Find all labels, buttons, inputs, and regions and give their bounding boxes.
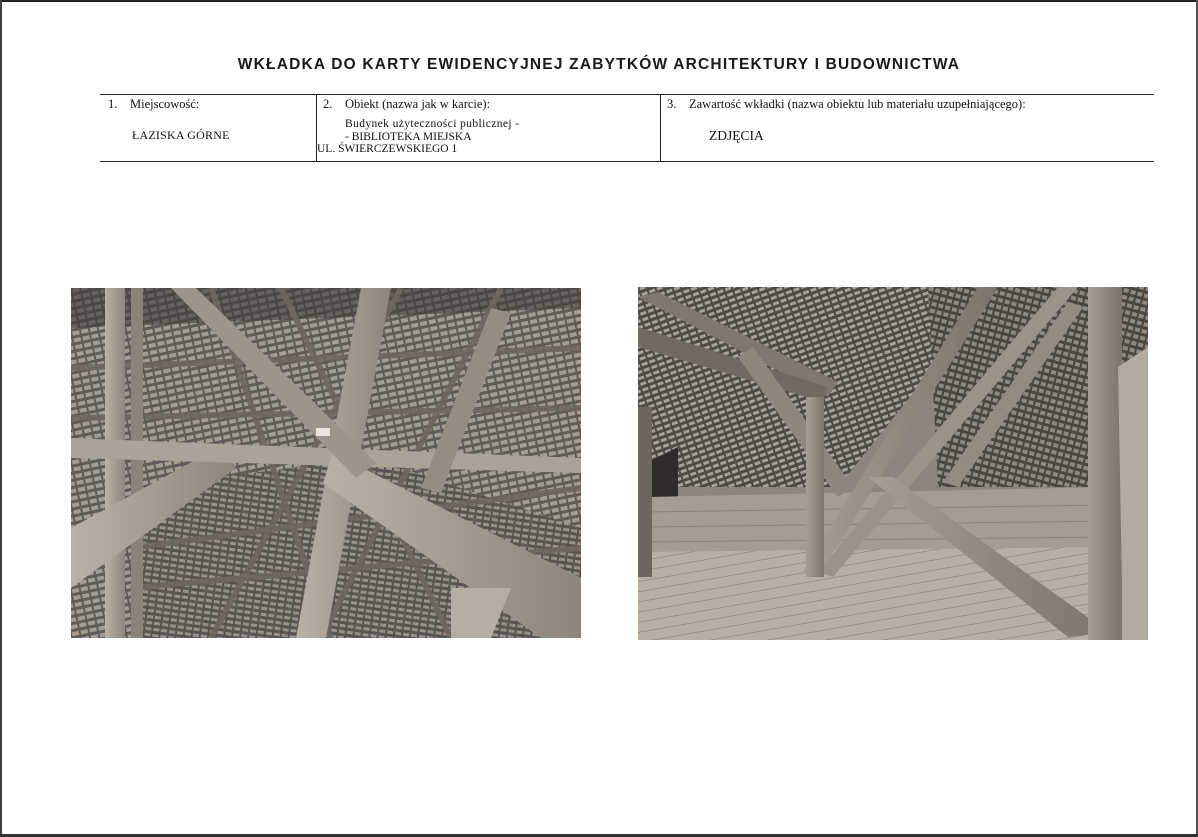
field-label: Obiekt (nazwa jak w karcie): <box>345 97 491 111</box>
header-table <box>100 94 1154 162</box>
photo-roof-truss <box>71 288 581 638</box>
field-number: 1. <box>108 97 118 111</box>
field-object-header <box>323 97 490 112</box>
field-contents <box>660 95 1155 161</box>
field-label: Zawartość wkładki (nazwa obiektu lub materiału uzupełniającego): <box>689 97 1026 111</box>
field-label: Miejscowość: <box>130 97 200 111</box>
object-line-1: Budynek użyteczności publicznej - <box>345 118 520 130</box>
field-locality-header <box>108 97 199 112</box>
field-contents-header <box>667 97 1026 112</box>
field-locality <box>100 95 316 161</box>
field-object <box>316 95 661 161</box>
photo-attic-interior-image <box>638 287 1148 640</box>
photo-attic-interior <box>638 287 1148 640</box>
field-locality-value: ŁAZISKA GÓRNE <box>132 128 230 142</box>
field-number: 3. <box>667 97 677 111</box>
photo-roof-truss-image <box>71 288 581 638</box>
scan-edge-top <box>0 0 1198 2</box>
document-title: WKŁADKA DO KARTY EWIDENCYJNEJ ZABYTKÓW ARCHITEKTURY I BUDOWNICTWA <box>237 56 961 73</box>
object-line-2: - BIBLIOTEKA MIEJSKA <box>345 130 472 143</box>
scan-edge-left <box>0 0 2 837</box>
object-line-3: UL. ŚWIERCZEWSKIEGO 1 <box>317 143 458 155</box>
field-contents-value: ZDJĘCIA <box>709 128 764 143</box>
field-object-value <box>317 118 519 156</box>
field-number: 2. <box>323 97 333 111</box>
